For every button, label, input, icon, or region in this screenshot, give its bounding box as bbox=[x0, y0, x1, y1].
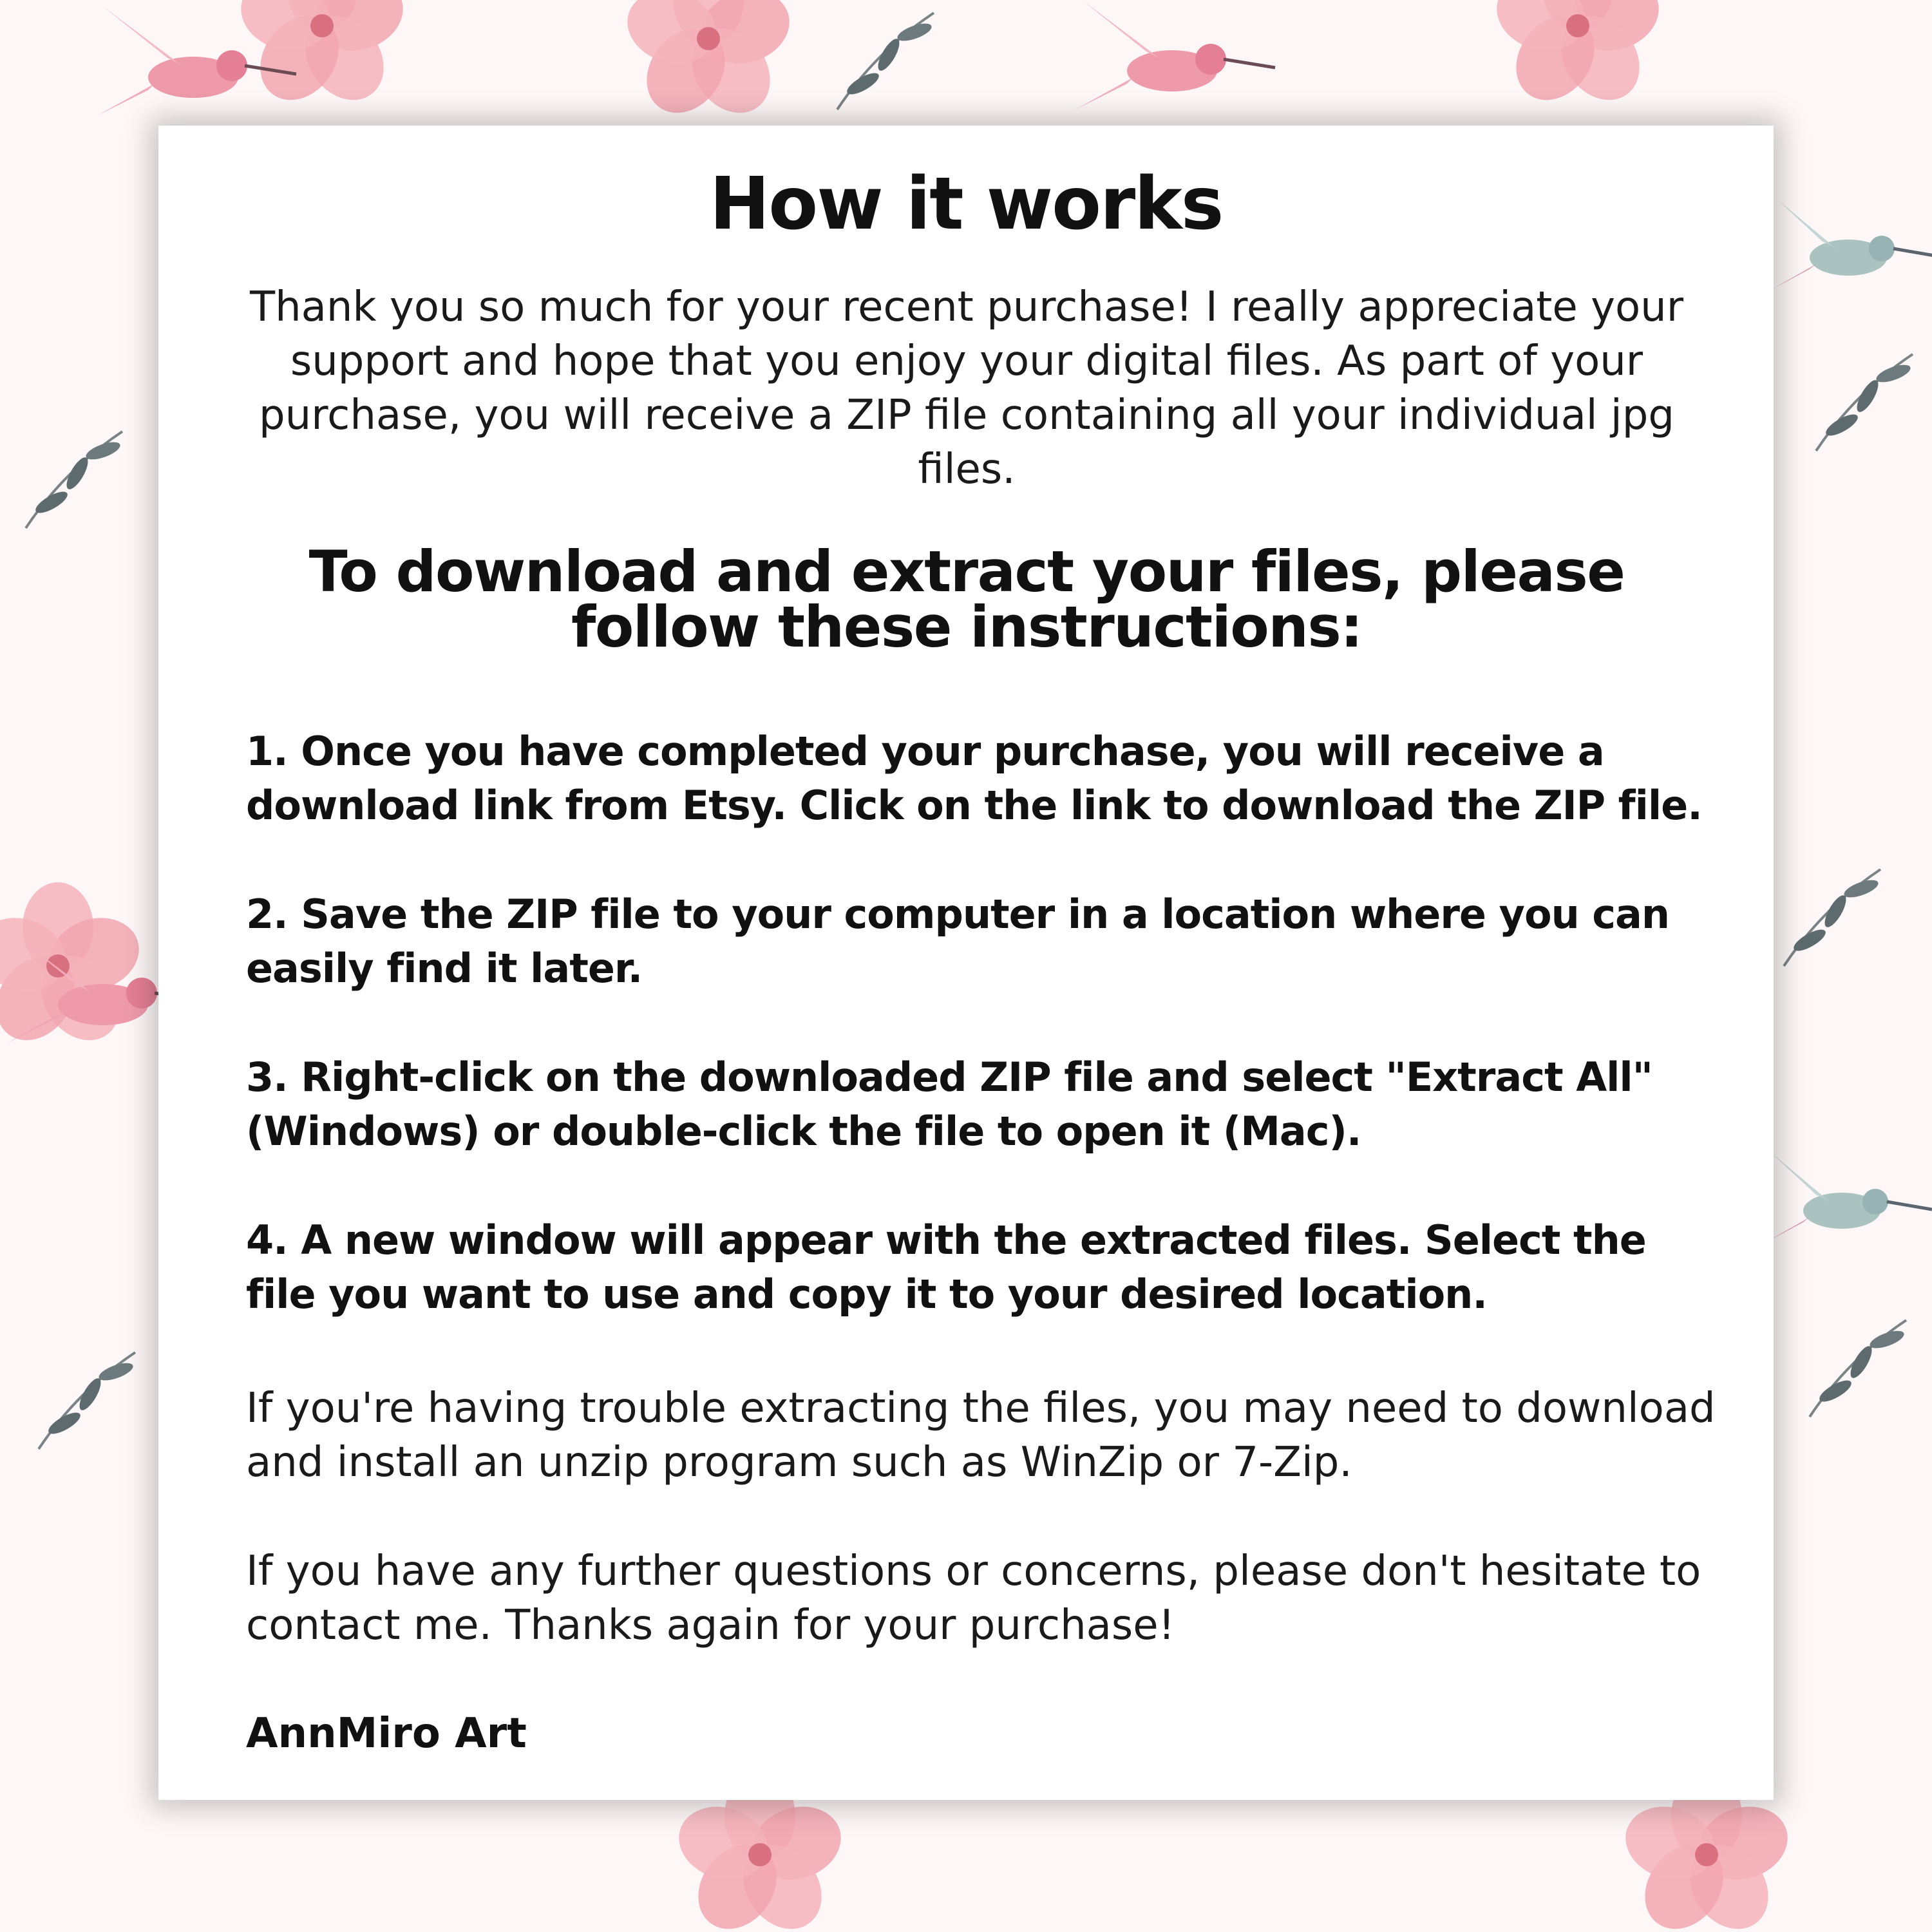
signature: AnnMiro Art bbox=[246, 1710, 527, 1757]
contact-note: If you have any further questions or concerns, please don't hesitate to contact me. Thanks again for your purchase! bbox=[246, 1548, 1701, 1649]
page-title: How it works bbox=[709, 162, 1223, 246]
instructions-card bbox=[158, 126, 1774, 1800]
steps-list bbox=[246, 724, 1708, 1376]
step-4: 4. A new window will appear with the extracted files. Select the file you want to use and copy it to your desired location. bbox=[246, 1217, 1646, 1318]
unzip-note: If you're having trouble extracting the files, you may need to download and install an unzip program such as WinZip or 7-Zip. bbox=[246, 1385, 1716, 1486]
step-2: 2. Save the ZIP file to your computer in a location where you can easily find it later. bbox=[246, 891, 1670, 992]
intro-paragraph: Thank you so much for your recent purchase! I really appreciate your support and hope that you enjoy your digital files. As part of your purchase, you will receive a ZIP file containing all your individual jpg files. bbox=[250, 283, 1683, 493]
instructions-heading: To download and extract your files, please follow these instructions: bbox=[308, 538, 1625, 660]
step-3: 3. Right-click on the downloaded ZIP file and select "Extract All" (Windows) or double-click the file to open it (Mac). bbox=[246, 1054, 1653, 1155]
step-1: 1. Once you have completed your purchase, you will receive a download link from Etsy. Click on the link to download the ZIP file. bbox=[246, 728, 1702, 829]
